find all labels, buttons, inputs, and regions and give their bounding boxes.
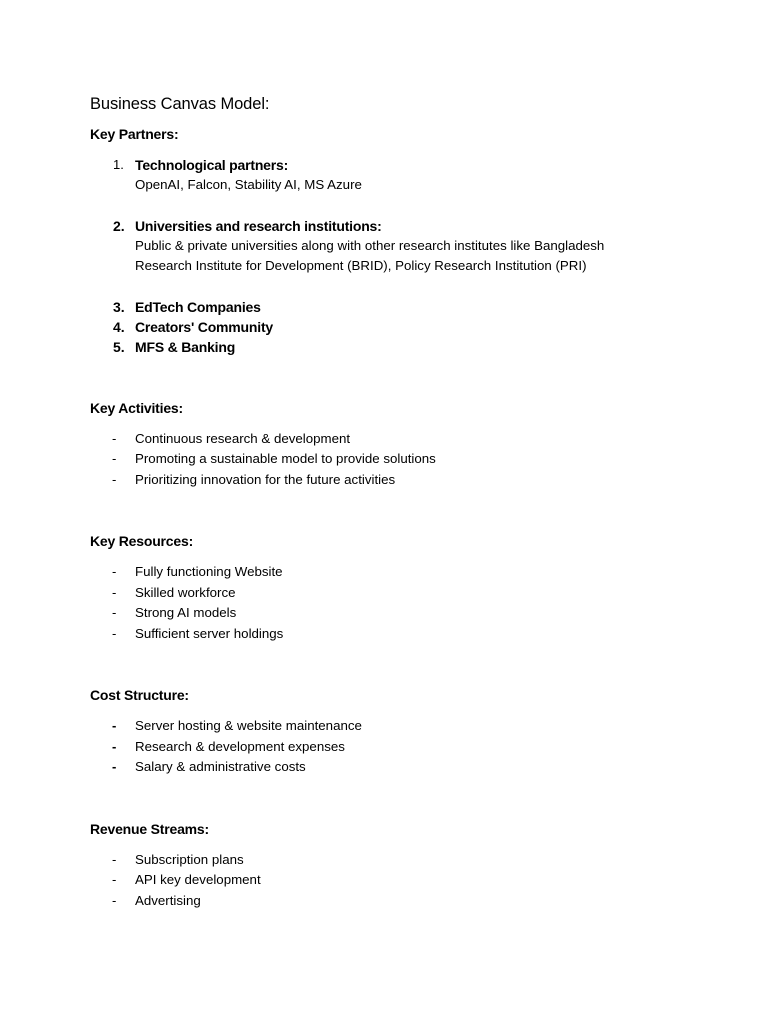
partner-item-3 [90,297,710,317]
list-item-text: Advertising [135,892,201,908]
partner-description-line-2: Research Institute for Development (BRID), Policy Research Institution (PRI) [135,258,587,273]
cost-structure-heading: Cost Structure: [90,687,189,703]
list-item [90,583,710,604]
dash-bullet: - [112,872,117,887]
partner-item-4 [90,317,710,337]
key-activities-list [90,429,710,491]
partner-item-2 [90,216,710,277]
dash-bullet: - [112,430,117,446]
spacer [90,778,710,819]
list-item [90,603,710,624]
list-item [90,470,710,491]
dash-bullet: - [112,718,117,733]
spacer [90,644,710,685]
list-item [90,562,710,583]
list-item-text: Subscription plans [135,851,244,867]
partner-title: Technological partners: [135,157,289,173]
list-item-text: Strong AI models [135,605,237,620]
cost-structure-list [90,716,710,778]
list-item [90,429,710,450]
dash-bullet: - [112,892,117,908]
spacer [90,357,710,398]
list-item [90,870,710,891]
partner-title: Universities and research institutions: [135,217,382,234]
list-number: 2. [113,217,125,234]
dash-bullet: - [112,625,117,641]
spacer [90,490,710,531]
dash-bullet: - [112,564,117,579]
list-item-text: Skilled workforce [135,584,236,600]
dash-bullet: - [112,605,117,620]
dash-bullet: - [112,451,117,466]
list-number: 1. [113,157,124,172]
list-item-text: Research & development expenses [135,738,345,754]
document-page [90,93,710,911]
dash-bullet: - [112,584,117,600]
list-item [90,716,710,737]
list-number: 5. [113,338,125,355]
key-partners-list [90,155,710,357]
dash-bullet: - [112,759,117,774]
document-title: Business Canvas Model: [90,95,270,113]
list-item-text: Promoting a sustainable model to provide solutions [135,451,436,466]
list-item-text: Fully functioning Website [135,564,283,579]
list-item [90,757,710,778]
list-item [90,737,710,758]
partner-item-5 [90,337,710,357]
list-item [90,624,710,645]
list-item-text: API key development [135,872,261,887]
list-item-text: Salary & administrative costs [135,759,306,774]
key-resources-list [90,562,710,644]
list-item [90,850,710,871]
revenue-streams-list [90,850,710,912]
list-item-text: Prioritizing innovation for the future activities [135,471,396,487]
dash-bullet: - [112,851,117,867]
dash-bullet: - [112,738,117,754]
partner-description-line-1: Public & private universities along with other research institutes like Bangladesh [135,237,605,253]
list-item [90,891,710,912]
partner-item-1 [90,155,710,196]
key-partners-heading: Key Partners: [90,126,179,142]
list-item-text: Server hosting & website maintenance [135,718,362,733]
partner-title: EdTech Companies [135,298,261,315]
partner-title: MFS & Banking [135,338,236,355]
revenue-streams-heading: Revenue Streams: [90,820,209,837]
list-number: 3. [113,298,125,315]
list-item-text: Continuous research & development [135,430,351,446]
dash-bullet: - [112,471,117,487]
key-resources-heading: Key Resources: [90,533,194,549]
list-number: 4. [113,318,125,335]
partner-description: OpenAI, Falcon, Stability AI, MS Azure [135,177,362,192]
list-item-text: Sufficient server holdings [135,625,284,641]
partner-title: Creators' Community [135,318,273,335]
list-item [90,449,710,470]
key-activities-heading: Key Activities: [90,399,183,416]
